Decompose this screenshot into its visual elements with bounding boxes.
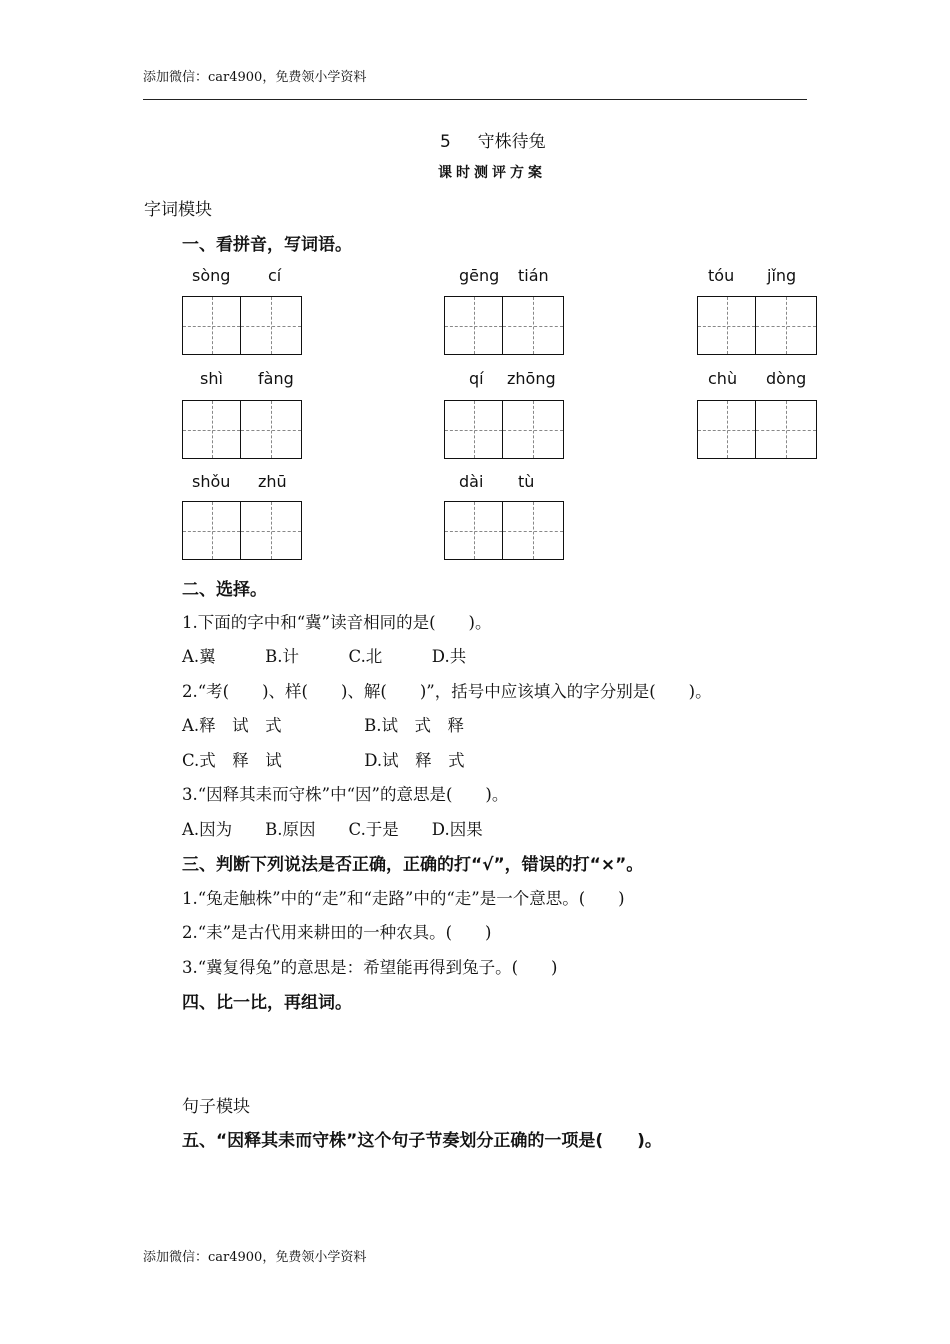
pinyin: sòng (192, 266, 231, 285)
header-divider (143, 99, 807, 100)
writing-cell[interactable] (503, 400, 564, 459)
writing-grid[interactable] (182, 501, 302, 561)
q2-heading: 二、选择。 (182, 580, 267, 600)
writing-grid[interactable] (444, 501, 564, 561)
writing-cell[interactable] (697, 400, 756, 459)
writing-cell[interactable] (241, 501, 302, 560)
pinyin: tián (518, 266, 549, 285)
pinyin: zhōng (507, 369, 556, 388)
pinyin: chù (708, 369, 738, 388)
writing-grid[interactable] (182, 400, 302, 460)
q2-line: 1.下面的字中和“冀”读音相同的是( )。 (182, 613, 492, 632)
writing-grid[interactable] (444, 400, 564, 460)
writing-cell[interactable] (241, 296, 302, 355)
pinyin: tóu (708, 266, 735, 285)
lesson-subtitle: 课时测评方案 (438, 165, 546, 181)
pinyin: jǐng (767, 266, 797, 285)
writing-cell[interactable] (182, 400, 241, 459)
pinyin: tù (518, 472, 535, 491)
lesson-title (440, 127, 546, 152)
writing-cell[interactable] (756, 296, 817, 355)
writing-cell[interactable] (241, 400, 302, 459)
q2-line: A.因为 B.原因 C.于是 D.因果 (182, 820, 483, 839)
pinyin: zhū (258, 472, 287, 491)
q5-heading: 五、“因释其耒而守株”这个句子节奏划分正确的一项是( )。 (182, 1131, 662, 1151)
q2-line: 3.“因释其耒而守株”中“因”的意思是( )。 (182, 785, 509, 804)
writing-cell[interactable] (756, 400, 817, 459)
pinyin: dòng (766, 369, 807, 388)
q2-line: A.释 试 式 B.试 式 释 (182, 716, 465, 735)
writing-grid[interactable] (182, 296, 302, 356)
q3-line: 2.“耒”是古代用来耕田的一种农具。( ) (182, 923, 492, 942)
q2-line: A.翼 B.计 C.北 D.共 (182, 647, 467, 666)
q3-line: 3.“冀复得兔”的意思是：希望能再得到兔子。( ) (182, 958, 558, 977)
header-note: 添加微信：car4900，免费领小学资料 (143, 70, 367, 85)
q1-heading: 一、看拼音，写词语。 (182, 235, 352, 255)
q4-heading: 四、比一比，再组词。 (182, 993, 352, 1013)
writing-cell[interactable] (444, 400, 503, 459)
pinyin: dài (459, 472, 484, 491)
q3-heading: 三、判断下列说法是否正确，正确的打“√”，错误的打“×”。 (182, 855, 644, 875)
pinyin: shǒu (192, 472, 231, 491)
writing-grid[interactable] (697, 400, 817, 460)
pinyin: cí (268, 266, 282, 285)
lesson-number: 5 (440, 132, 451, 152)
lesson-name: 守株待兔 (477, 132, 546, 152)
writing-cell[interactable] (182, 501, 241, 560)
module-title-words: 字词模块 (144, 200, 212, 220)
q3-line: 1.“兔走触株”中的“走”和“走路”中的“走”是一个意思。( ) (182, 889, 625, 908)
pinyin: gēng (459, 266, 500, 285)
writing-cell[interactable] (697, 296, 756, 355)
q2-line: 2.“考( )、样( )、解( )”，括号中应该填入的字分别是( )。 (182, 682, 712, 701)
q2-line: C.式 释 试 D.试 释 式 (182, 751, 465, 770)
writing-cell[interactable] (503, 296, 564, 355)
pinyin: fàng (258, 369, 294, 388)
pinyin: shì (200, 369, 223, 388)
writing-cell[interactable] (182, 296, 241, 355)
footer-note: 添加微信：car4900，免费领小学资料 (143, 1250, 367, 1265)
module-title-sentences: 句子模块 (182, 1097, 250, 1117)
writing-grid[interactable] (444, 296, 564, 356)
writing-cell[interactable] (503, 501, 564, 560)
writing-grid[interactable] (697, 296, 817, 356)
writing-cell[interactable] (444, 296, 503, 355)
writing-cell[interactable] (444, 501, 503, 560)
pinyin: qí (469, 369, 484, 388)
